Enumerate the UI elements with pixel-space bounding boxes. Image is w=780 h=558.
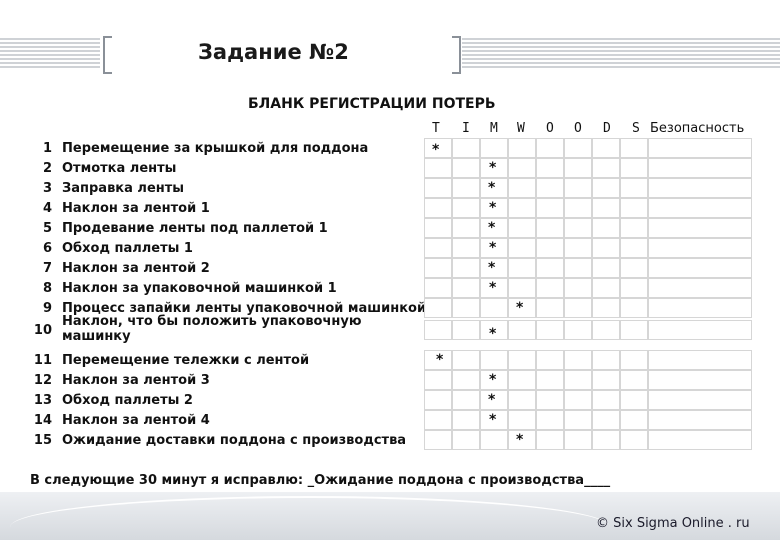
grid-cell bbox=[648, 138, 752, 158]
grid-cell bbox=[536, 320, 564, 340]
row-description: Наклон за лентой 3 bbox=[62, 373, 210, 388]
grid-cell bbox=[424, 258, 452, 278]
grid-cell bbox=[508, 278, 536, 298]
grid-cell bbox=[648, 350, 752, 370]
row-number: 15 bbox=[33, 433, 52, 448]
col-header-s: S bbox=[632, 121, 640, 136]
row-number: 12 bbox=[33, 373, 52, 388]
grid-cell bbox=[452, 370, 480, 390]
grid-cell bbox=[536, 238, 564, 258]
form-heading: БЛАНК РЕГИСТРАЦИИ ПОТЕРЬ bbox=[248, 96, 496, 112]
grid-cell bbox=[508, 198, 536, 218]
grid-cell bbox=[564, 350, 592, 370]
waste-mark-m: * bbox=[488, 220, 496, 236]
grid-cell bbox=[648, 178, 752, 198]
grid-cell bbox=[620, 298, 648, 318]
grid-cell bbox=[620, 278, 648, 298]
grid-cell bbox=[452, 138, 480, 158]
grid-cell bbox=[536, 198, 564, 218]
grid-cell bbox=[536, 390, 564, 410]
table-row bbox=[0, 350, 752, 370]
grid-cell bbox=[592, 370, 620, 390]
grid-cell bbox=[508, 390, 536, 410]
grid-cell bbox=[564, 430, 592, 450]
grid-cell bbox=[564, 258, 592, 278]
grid-cell bbox=[564, 320, 592, 340]
grid-cell bbox=[620, 430, 648, 450]
grid-cell bbox=[564, 390, 592, 410]
grid-cell bbox=[536, 370, 564, 390]
grid-cell bbox=[620, 198, 648, 218]
grid-cell bbox=[452, 218, 480, 238]
grid-cell bbox=[508, 218, 536, 238]
grid-cell bbox=[424, 320, 452, 340]
row-number: 7 bbox=[42, 261, 52, 276]
table-row bbox=[0, 178, 752, 198]
waste-mark-m: * bbox=[488, 180, 496, 196]
grid-cell bbox=[648, 238, 752, 258]
row-number: 2 bbox=[42, 161, 52, 176]
row-description: Обход паллеты 1 bbox=[62, 241, 193, 256]
grid-cell bbox=[508, 238, 536, 258]
grid-cell bbox=[592, 320, 620, 340]
page-title: Задание №2 bbox=[198, 40, 349, 64]
grid-cell bbox=[452, 298, 480, 318]
waste-mark-m: * bbox=[489, 280, 497, 296]
grid-cell bbox=[648, 370, 752, 390]
table-row bbox=[0, 370, 752, 390]
grid-cell bbox=[620, 138, 648, 158]
grid-cell bbox=[480, 138, 508, 158]
grid-cell bbox=[620, 178, 648, 198]
grid-cell bbox=[536, 138, 564, 158]
col-header-o2: O bbox=[574, 121, 582, 136]
grid-cell bbox=[592, 410, 620, 430]
grid-cell bbox=[424, 198, 452, 218]
grid-cell bbox=[508, 178, 536, 198]
grid-cell bbox=[620, 320, 648, 340]
row-number: 4 bbox=[42, 201, 52, 216]
table-row bbox=[0, 218, 752, 238]
table-row bbox=[0, 410, 752, 430]
grid-cell bbox=[452, 178, 480, 198]
grid-cell bbox=[564, 410, 592, 430]
grid-cell bbox=[592, 278, 620, 298]
col-header-o1: O bbox=[546, 121, 554, 136]
table-row bbox=[0, 238, 752, 258]
title-bracket-right bbox=[452, 36, 461, 74]
grid-cell bbox=[592, 350, 620, 370]
copyright-text: © Six Sigma Online . ru bbox=[596, 516, 750, 531]
grid-cell bbox=[452, 158, 480, 178]
waste-mark-w: * bbox=[516, 432, 524, 448]
row-number: 11 bbox=[33, 353, 52, 368]
grid-cell bbox=[508, 350, 536, 370]
grid-cell bbox=[536, 298, 564, 318]
row-description: Процесс запайки ленты упаковочной машинкой bbox=[62, 301, 427, 316]
row-description: Наклон, что бы положить упаковочную машинку bbox=[62, 314, 362, 344]
row-description: Отмотка ленты bbox=[62, 161, 177, 176]
waste-mark-w: * bbox=[516, 300, 524, 316]
grid-cell bbox=[592, 430, 620, 450]
grid-cell bbox=[508, 158, 536, 178]
grid-cell bbox=[648, 258, 752, 278]
row-description: Обход паллеты 2 bbox=[62, 393, 193, 408]
grid-cell bbox=[508, 138, 536, 158]
title-bracket-left bbox=[103, 36, 112, 74]
grid-cell bbox=[424, 410, 452, 430]
row-description: Перемещение тележки с лентой bbox=[62, 353, 310, 368]
grid-cell bbox=[480, 350, 508, 370]
waste-mark-m: * bbox=[489, 200, 497, 216]
action-statement: В следующие 30 минут я исправлю: _Ожидание поддона с производства____ bbox=[30, 473, 611, 488]
grid-cell bbox=[564, 298, 592, 318]
waste-mark-t: * bbox=[436, 352, 444, 368]
grid-cell bbox=[620, 238, 648, 258]
row-number: 9 bbox=[42, 301, 52, 316]
col-header-i: I bbox=[462, 121, 470, 136]
grid-cell bbox=[564, 370, 592, 390]
grid-cell bbox=[452, 278, 480, 298]
grid-cell bbox=[620, 370, 648, 390]
grid-cell bbox=[536, 258, 564, 278]
table-row bbox=[0, 278, 752, 298]
grid-cell bbox=[452, 410, 480, 430]
grid-cell bbox=[452, 430, 480, 450]
grid-cell bbox=[564, 218, 592, 238]
grid-cell bbox=[564, 198, 592, 218]
grid-cell bbox=[424, 178, 452, 198]
grid-cell bbox=[536, 158, 564, 178]
col-header-safety: Безопасность bbox=[650, 121, 745, 136]
row-number: 5 bbox=[42, 221, 52, 236]
grid-cell bbox=[424, 218, 452, 238]
waste-mark-m: * bbox=[489, 160, 497, 176]
row-description: Наклон за упаковочной машинкой 1 bbox=[62, 281, 337, 296]
grid-cell bbox=[536, 350, 564, 370]
grid-cell bbox=[564, 138, 592, 158]
grid-cell bbox=[508, 410, 536, 430]
row-description: Перемещение за крышкой для поддона bbox=[62, 141, 369, 156]
grid-cell bbox=[592, 158, 620, 178]
grid-cell bbox=[452, 198, 480, 218]
grid-cell bbox=[452, 258, 480, 278]
grid-cell bbox=[592, 218, 620, 238]
grid-cell bbox=[480, 298, 508, 318]
grid-cell bbox=[592, 298, 620, 318]
row-description: Наклон за лентой 4 bbox=[62, 413, 210, 428]
grid-cell bbox=[452, 390, 480, 410]
col-header-d: D bbox=[603, 121, 611, 136]
grid-cell bbox=[424, 298, 452, 318]
row-number: 10 bbox=[33, 323, 52, 338]
table-row bbox=[0, 158, 752, 178]
grid-cell bbox=[564, 158, 592, 178]
row-number: 14 bbox=[33, 413, 52, 428]
row-description: Наклон за лентой 2 bbox=[62, 261, 210, 276]
header-stripes-right bbox=[462, 38, 780, 68]
grid-cell bbox=[592, 138, 620, 158]
col-header-w: W bbox=[517, 121, 525, 136]
grid-cell bbox=[620, 350, 648, 370]
grid-cell bbox=[536, 430, 564, 450]
grid-cell bbox=[648, 278, 752, 298]
grid-cell bbox=[424, 158, 452, 178]
waste-mark-m: * bbox=[488, 260, 496, 276]
grid-cell bbox=[508, 258, 536, 278]
grid-cell bbox=[620, 390, 648, 410]
row-description: Ожидание доставки поддона с производства bbox=[62, 433, 407, 448]
grid-cell bbox=[620, 410, 648, 430]
grid-cell bbox=[452, 238, 480, 258]
grid-cell bbox=[620, 158, 648, 178]
grid-cell bbox=[648, 320, 752, 340]
grid-cell bbox=[536, 410, 564, 430]
table-row bbox=[0, 390, 752, 410]
waste-mark-m: * bbox=[489, 240, 497, 256]
grid-cell bbox=[424, 430, 452, 450]
grid-cell bbox=[536, 178, 564, 198]
grid-cell bbox=[508, 370, 536, 390]
waste-mark-m: * bbox=[489, 326, 497, 342]
grid-cell bbox=[564, 278, 592, 298]
row-number: 6 bbox=[42, 241, 52, 256]
grid-cell bbox=[508, 320, 536, 340]
row-description: Продевание ленты под паллетой 1 bbox=[62, 221, 328, 236]
grid-cell bbox=[592, 258, 620, 278]
table-row bbox=[0, 430, 752, 450]
grid-cell bbox=[452, 320, 480, 340]
waste-mark-m: * bbox=[489, 372, 497, 388]
grid-cell bbox=[424, 370, 452, 390]
grid-cell bbox=[648, 198, 752, 218]
grid-cell bbox=[564, 178, 592, 198]
grid-cell bbox=[592, 390, 620, 410]
grid-cell bbox=[536, 278, 564, 298]
grid-cell bbox=[536, 218, 564, 238]
table-row bbox=[0, 258, 752, 278]
waste-mark-m: * bbox=[489, 412, 497, 428]
grid-cell bbox=[648, 218, 752, 238]
table-row bbox=[0, 314, 752, 344]
grid-cell bbox=[592, 198, 620, 218]
header-stripes-left bbox=[0, 38, 100, 68]
waste-mark-m: * bbox=[488, 392, 496, 408]
grid-cell bbox=[452, 350, 480, 370]
waste-mark-t: * bbox=[432, 142, 440, 158]
row-number: 8 bbox=[42, 281, 52, 296]
col-header-t: T bbox=[432, 121, 440, 136]
grid-cell bbox=[564, 238, 592, 258]
grid-cell bbox=[648, 390, 752, 410]
grid-cell bbox=[648, 158, 752, 178]
grid-cell bbox=[648, 410, 752, 430]
grid-cell bbox=[648, 298, 752, 318]
col-header-m: M bbox=[490, 121, 498, 136]
grid-cell bbox=[424, 278, 452, 298]
grid-cell bbox=[592, 238, 620, 258]
grid-cell bbox=[424, 390, 452, 410]
grid-cell bbox=[480, 430, 508, 450]
grid-cell bbox=[424, 238, 452, 258]
row-description: Заправка ленты bbox=[62, 181, 185, 196]
grid-cell bbox=[592, 178, 620, 198]
grid-cell bbox=[620, 218, 648, 238]
table-row bbox=[0, 138, 752, 158]
row-number: 3 bbox=[42, 181, 52, 196]
row-description: Наклон за лентой 1 bbox=[62, 201, 210, 216]
row-number: 1 bbox=[42, 141, 52, 156]
grid-cell bbox=[620, 258, 648, 278]
row-number: 13 bbox=[33, 393, 52, 408]
grid-cell bbox=[648, 430, 752, 450]
table-row bbox=[0, 198, 752, 218]
